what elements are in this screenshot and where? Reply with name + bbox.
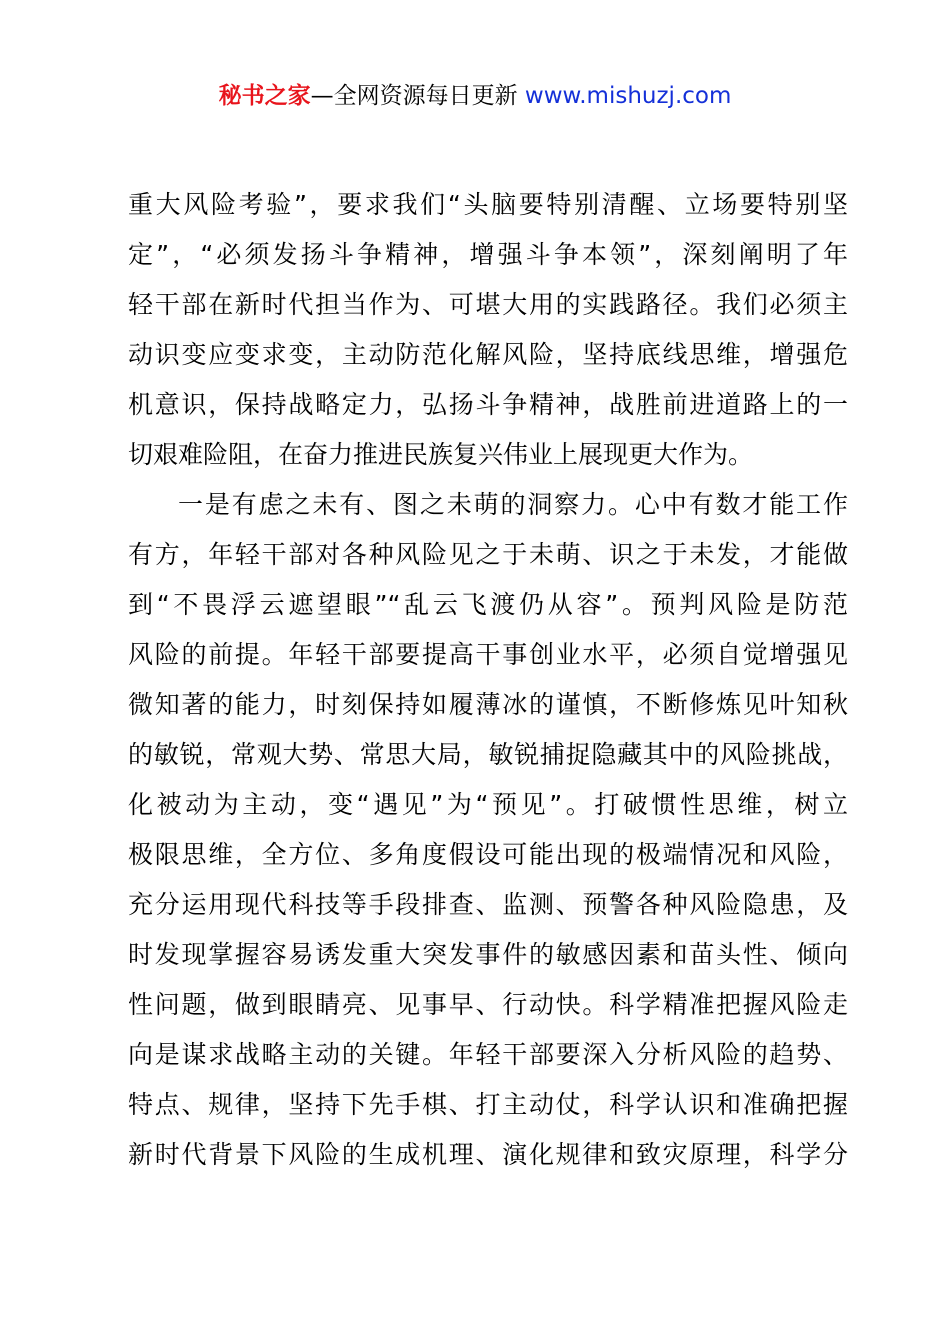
text-line: 机意识，保持战略定力，弘扬斗争精神，战胜前进道路上的一: [128, 390, 848, 419]
paragraph-2: [128, 480, 848, 1180]
text-line: 充分运用现代科技等手段排查、监测、预警各种风险隐患，及: [128, 890, 848, 919]
text-line: 的敏锐，常观大势、常思大局，敏锐捕捉隐藏其中的风险挑战，: [128, 740, 848, 769]
text-line: 化被动为主动，变“遇见”为“预见”。打破惯性思维，树立: [128, 790, 848, 819]
text-line: 微知著的能力，时刻保持如履薄冰的谨慎，不断修炼见叶知秋: [128, 690, 848, 719]
brand-name: 秘书之家: [218, 83, 311, 109]
text-line: 有方，年轻干部对各种风险见之于未萌、识之于未发，才能做: [128, 540, 848, 569]
text-line: 动识变应变求变，主动防范化解风险，坚持底线思维，增强危: [128, 340, 848, 369]
text-line: 向是谋求战略主动的关键。年轻干部要深入分析风险的趋势、: [128, 1040, 848, 1069]
text-line: 风险的前提。年轻干部要提高干事创业水平，必须自觉增强见: [128, 640, 848, 669]
text-line: 一是有虑之未有、图之未萌的洞察力。心中有数才能工作: [178, 490, 848, 519]
page-header: [0, 78, 950, 114]
text-line: 极限思维，全方位、多角度假设可能出现的极端情况和风险，: [128, 840, 848, 869]
document-body: [128, 180, 848, 1180]
paragraph-1: [128, 180, 848, 480]
text-line: 到“不畏浮云遮望眼”“乱云飞渡仍从容”。预判风险是防范: [128, 590, 848, 619]
text-line: 定”，“必须发扬斗争精神，增强斗争本领”，深刻阐明了年: [128, 240, 848, 269]
header-tagline: —全网资源每日更新: [310, 83, 525, 109]
site-url-link[interactable]: www.mishuzj.com: [524, 83, 732, 109]
text-line: 时发现掌握容易诱发重大突发事件的敏感因素和苗头性、倾向: [128, 940, 848, 969]
text-line: 切艰难险阻，在奋力推进民族复兴伟业上展现更大作为。: [128, 440, 754, 469]
text-line: 特点、规律，坚持下先手棋、打主动仗，科学认识和准确把握: [128, 1090, 848, 1119]
text-line: 轻干部在新时代担当作为、可堪大用的实践路径。我们必须主: [128, 290, 848, 319]
text-line: 新时代背景下风险的生成机理、演化规律和致灾原理，科学分: [128, 1140, 848, 1169]
text-line: 重大风险考验”，要求我们“头脑要特别清醒、立场要特别坚: [128, 190, 848, 219]
text-line: 性问题，做到眼睛亮、见事早、行动快。科学精准把握风险走: [128, 990, 848, 1019]
